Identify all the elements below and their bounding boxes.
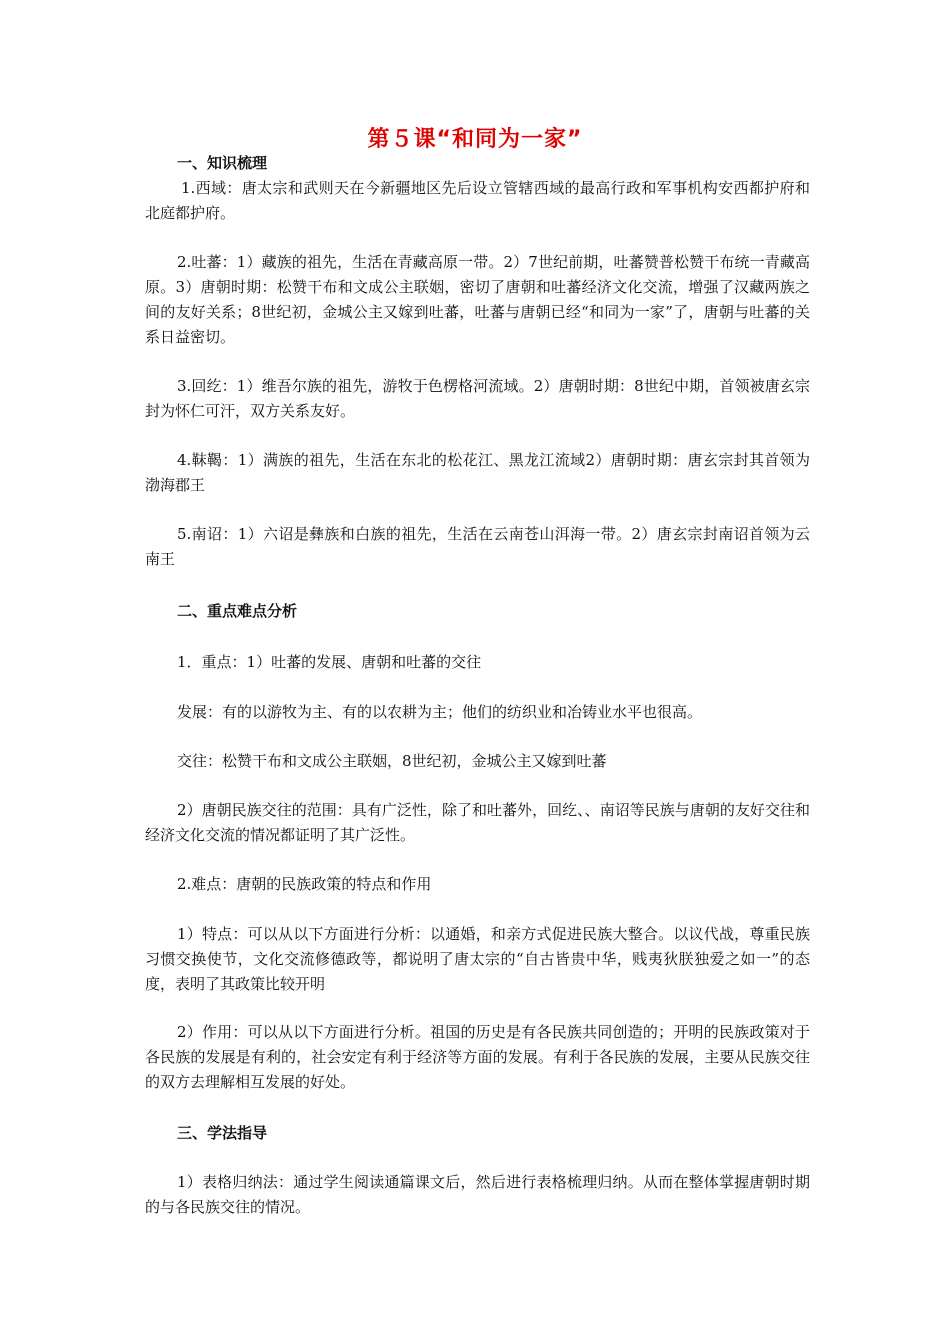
paragraph-xiyu: 1.西域：唐太宗和武则天在今新疆地区先后设立管辖西域的最高行政和军事机构安西都护府和北庭都护府。 (145, 179, 810, 222)
page-title: 第５课“和同为一家” (367, 127, 583, 152)
paragraph-exchange: 交往：松赞干布和文成公主联姻，8世纪初，金城公主又嫁到吐蕃 (177, 752, 607, 770)
paragraph-scope: 2）唐朝民族交往的范围：具有广泛性，除了和吐蕃外，回纥、、南诏等民族与唐朝的友好交往和经济文化交流的情况都证明了其广泛性。 (145, 801, 810, 844)
paragraph-development: 发展：有的以游牧为主、有的以农耕为主；他们的纺织业和冶铸业水平也很高。 (177, 703, 703, 721)
section-heading-study-method: 三、学法指导 (177, 1124, 268, 1142)
paragraph-features: 1）特点：可以从以下方面进行分析：以通婚，和亲方式促进民族大整合。以议代战，尊重民族习惯交换使节，文化交流修德政等，都说明了唐太宗的“自古皆贵中华，贱夷狄朕独爱之如一”的态度，表明了其政策比较开明 (145, 925, 810, 993)
paragraph-tubo: 2.吐蕃：1）藏族的祖先，生活在青藏高原一带。2）7世纪前期，吐蕃赞普松赞干布统一青藏高原。3）唐朝时期：松赞干布和文成公主联姻，密切了唐朝和吐蕃经济文化交流，增强了汉藏两族之间的友好关系；8世纪初，金城公主又嫁到吐蕃，吐蕃与唐朝已经“和同为一家”了，唐朝与吐蕃的关系日益密切。 (145, 253, 810, 346)
section-heading-knowledge: 一、知识梳理 (177, 154, 268, 172)
paragraph-mohe: 4.靺鞨：1）满族的祖先，生活在东北的松花江、黑龙江流域2）唐朝时期：唐玄宗封其首领为渤海郡王 (145, 451, 810, 494)
paragraph-huihe: 3.回纥：1）维吾尔族的祖先，游牧于色楞格河流域。2）唐朝时期：8世纪中期，首领被唐玄宗封为怀仁可汗，双方关系友好。 (145, 377, 810, 420)
paragraph-key-point: 1．重点：1）吐蕃的发展、唐朝和吐蕃的交往 (177, 653, 482, 671)
paragraph-table-method: 1）表格归纳法：通过学生阅读通篇课文后，然后进行表格梳理归纳。从而在整体掌握唐朝时期的与各民族交往的情况。 (145, 1173, 810, 1216)
section-heading-key-points: 二、重点难点分析 (177, 602, 298, 620)
paragraph-nanzhao: 5.南诏：1）六诏是彝族和白族的祖先，生活在云南苍山洱海一带。2）唐玄宗封南诏首领为云南王 (145, 525, 810, 568)
paragraph-effects: 2）作用：可以从以下方面进行分析。祖国的历史是有各民族共同创造的；开明的民族政策对于各民族的发展是有利的，社会安定有利于经济等方面的发展。有利于各民族的发展，主要从民族交往的双方去理解相互发展的好处。 (145, 1023, 810, 1091)
paragraph-difficulty: 2.难点：唐朝的民族政策的特点和作用 (177, 875, 432, 893)
